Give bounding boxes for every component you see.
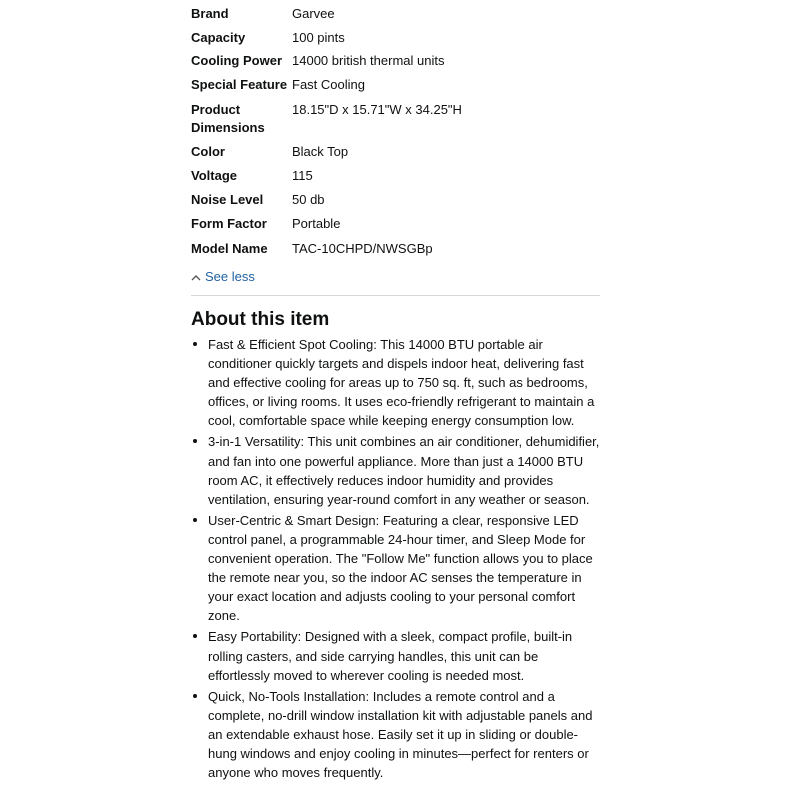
list-item <box>191 511 601 626</box>
list-item <box>191 335 601 430</box>
bullet-text: Easy Portability: Designed with a sleek, compact profile, built-in rolling casters, and side carrying handles, this unit can be effortlessly moved to wherever cooling is needed most. <box>208 629 573 683</box>
spec-value: 50 db <box>292 192 325 207</box>
bullet-dot-icon <box>193 694 197 698</box>
spec-value: 100 pints <box>292 30 345 45</box>
spec-value: Black Top <box>292 144 349 159</box>
bullet-dot-icon <box>193 439 197 443</box>
see-less-link[interactable] <box>191 268 255 286</box>
spec-key: Form Factor <box>191 216 267 231</box>
spec-key: Cooling Power <box>191 53 282 68</box>
spec-key: Product Dimensions <box>191 102 265 135</box>
spec-value: Garvee <box>292 6 335 21</box>
see-less-label: See less <box>205 269 255 284</box>
spec-key: Color <box>191 144 225 159</box>
list-item <box>191 432 601 508</box>
bullet-text: 3-in-1 Versatility: This unit combines an air conditioner, dehumidifier, and fan into one powerful appliance. More than just a 14000 BTU room AC, it effectively reduces indoor humidity and provides ventilation, ensuring year-round comfort in any weather or season. <box>208 434 600 507</box>
spec-value: Fast Cooling <box>292 77 365 92</box>
spec-key: Model Name <box>191 241 268 256</box>
list-item <box>191 687 601 782</box>
bullet-text: Quick, No-Tools Installation: Includes a remote control and a complete, no-drill window installation kit with adjustable panels and an extendable exhaust hose. Easily set it up in sliding or double-hung windows and enjoy cooling in minutes—perfect for renters or anyone who moves frequently. <box>208 688 593 781</box>
chevron-up-icon <box>191 274 201 281</box>
spec-key: Voltage <box>191 168 237 183</box>
spec-value: Portable <box>292 216 341 231</box>
about-bullet-list <box>191 335 601 784</box>
spec-key: Capacity <box>191 30 246 45</box>
spec-key: Brand <box>191 6 229 21</box>
bullet-dot-icon <box>193 634 197 638</box>
section-divider <box>191 295 600 296</box>
spec-value: TAC-10CHPD/NWSGBp <box>292 241 433 256</box>
spec-value: 115 <box>292 168 313 183</box>
spec-value: 18.15"D x 15.71"W x 34.25"H <box>292 102 462 117</box>
bullet-text: Fast & Efficient Spot Cooling: This 14000 BTU portable air conditioner quickly targets and dispels indoor heat, delivering fast and effective cooling for areas up to 750 sq. ft, such as bedrooms, offices, or living rooms. It uses eco-friendly refrigerant to maintain a cool, comfortable space while keeping energy consumption low. <box>208 337 595 429</box>
bullet-dot-icon <box>193 342 197 346</box>
bullet-text: User-Centric & Smart Design: Featuring a clear, responsive LED control panel, a programmable 24-hour timer, and Sleep Mode for convenient operation. The "Follow Me" function allows you to place the remote near you, so the indoor AC senses the temperature in your exact location and adjusts cooling to your personal comfort zone. <box>208 512 593 624</box>
spec-value: 14000 british thermal units <box>292 53 445 68</box>
bullet-dot-icon <box>193 518 197 522</box>
spec-key: Special Feature <box>191 77 288 92</box>
list-item <box>191 627 601 684</box>
spec-key: Noise Level <box>191 192 264 207</box>
about-title: About this item <box>191 309 330 330</box>
